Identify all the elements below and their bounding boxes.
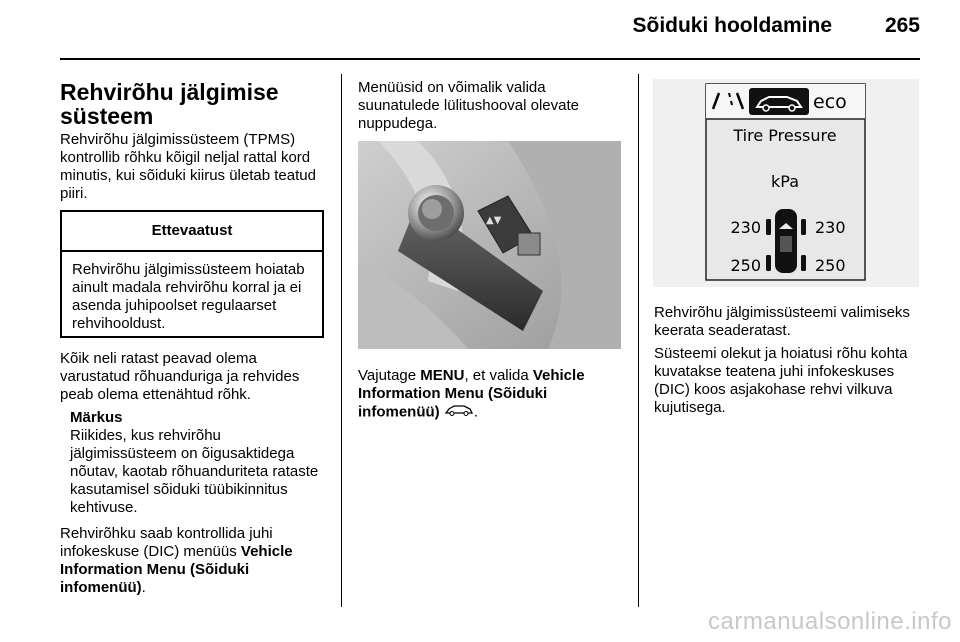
section-heading: Rehvirõhu jälgimise süsteem	[60, 79, 279, 129]
column-divider-2	[638, 74, 639, 607]
paragraph-check-pressure	[60, 525, 330, 597]
dic-title: Tire Pressure	[733, 126, 837, 145]
dic-unit: kPa	[771, 172, 799, 191]
svg-text:▲▼: ▲▼	[486, 215, 502, 226]
vehicle-info-menu-name: Vehicle Information Menu (Sõiduki infomenüü)	[358, 367, 585, 421]
p3-text: Rehvirõhku saab kontrollida juhi infokeskuse (DIC) menüüs	[60, 525, 273, 560]
page-number: 265	[884, 14, 920, 37]
tire-rear-right: 250	[815, 256, 846, 275]
tire-rear-left: 250	[730, 256, 761, 275]
turn-signal-lever-photo	[358, 141, 621, 349]
p2-text-b: , et valida	[464, 367, 533, 384]
paragraph-sensors: Kõik neli ratast peavad olema varustatud rõhuanduriga ja rehvides peab olema ettenähtud rõhk.	[60, 350, 300, 403]
tire-front-left: 230	[730, 218, 761, 237]
car-icon	[444, 403, 474, 422]
running-header-title: Sõiduki hooldamine	[632, 14, 832, 37]
caution-box	[60, 210, 324, 338]
caution-text: Rehvirõhu jälgimissüsteem hoiatab ainult madala rehvirõhu korral ja ei asenda juhipoolset regulaarset rehvihooldust.	[72, 261, 305, 332]
p3-end: .	[141, 579, 146, 596]
p3-menu-name: Vehicle Information Menu (Sõiduki infomenüü)	[60, 543, 293, 596]
caution-title: Ettevaatust	[62, 212, 322, 252]
menu-button-name: MENU	[420, 367, 465, 384]
watermark: carmanualsonline.info	[708, 608, 952, 635]
p2-text-c: .	[473, 403, 478, 421]
eco-label: eco	[813, 91, 847, 113]
note-label: Märkus	[70, 409, 123, 426]
p2-text-a: Vajutage	[358, 367, 421, 384]
column-divider-1	[341, 74, 342, 607]
intro-paragraph: Rehvirõhu jälgimissüsteem (TPMS) kontrollib rõhku kõigil neljal rattal kord minutis, kui sõiduki kiirus ületab teatud piiri.	[60, 131, 316, 202]
paragraph-select-tpms: Rehvirõhu jälgimissüsteemi valimiseks keerata seaderatast.	[654, 304, 910, 339]
tire-front-right: 230	[815, 218, 846, 237]
note-block	[70, 409, 325, 517]
note-text: Riikides, kus rehvirõhu jälgimissüsteem on õigusaktidega nõutav, kaotab rõhuanduriteta rataste kasutamisel sõiduki tüübikinnitus kehtivuse.	[70, 427, 319, 516]
paragraph-press-menu	[358, 367, 620, 422]
header-rule	[60, 58, 920, 60]
paragraph-menus: Menüüsid on võimalik valida suunatulede lülitushooval olevate nuppudega.	[358, 79, 579, 132]
dic-tire-pressure-display	[653, 79, 919, 287]
paragraph-status-warnings: Süsteemi olekut ja hoiatusi rõhu kohta kuvatakse teatena juhi infokeskuses (DIC) koos asjakohase rehvi vilkuva kujutisega.	[654, 345, 908, 416]
